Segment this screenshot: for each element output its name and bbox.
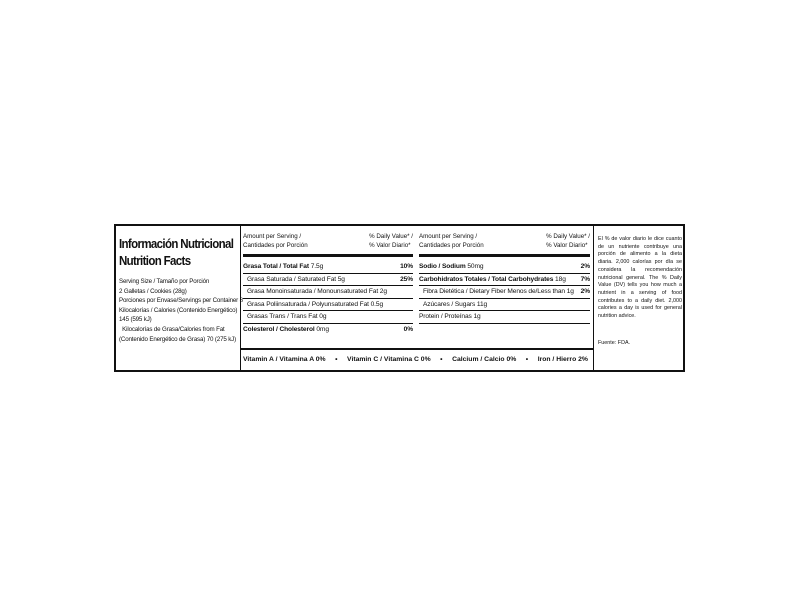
- right-rows: [419, 261, 590, 324]
- amount-header: Amount per Serving /: [243, 233, 302, 240]
- separator: •: [440, 356, 443, 363]
- title-english: Nutrition Facts: [119, 254, 191, 268]
- nutrient-row: Grasa Saturada / Saturated Fat 5g 25%: [243, 274, 413, 287]
- separator: •: [335, 356, 338, 363]
- nutrient-row: Grasa Total / Total Fat 7.5g 10%: [243, 261, 413, 274]
- label-title: [119, 236, 233, 270]
- title-column: [116, 226, 241, 370]
- left-rows: [243, 261, 413, 336]
- nutrient-row: Fibra Dietética / Dietary Fiber Menos de/Less than 1g 2%: [419, 286, 590, 299]
- servings-per-container: Porciones por Envase/Servings per Container 8: [119, 297, 243, 305]
- dv-header-es: % Valor Diario*: [546, 242, 588, 249]
- amount-header-es: Cantidades por Porción: [243, 242, 308, 249]
- title-spanish: Información Nutricional: [119, 237, 234, 251]
- dv-header: % Daily Value* /: [546, 233, 590, 240]
- dv-header-es: % Valor Diario*: [369, 242, 411, 249]
- footnote-column: [593, 226, 684, 370]
- calories-fat-label: Kilocalorías de Grasa/Calories from Fat: [119, 325, 225, 333]
- nutrient-row: Sodio / Sodium 50mg 2%: [419, 261, 590, 274]
- dv-header: % Daily Value* /: [369, 233, 413, 240]
- serving-amount: 2 Galletas / Cookies (28g): [119, 287, 187, 295]
- nutrient-row: Colesterol / Cholesterol 0mg 0%: [243, 325, 413, 333]
- amount-header-es: Cantidades por Porción: [419, 242, 484, 249]
- vitamin-row: [243, 354, 588, 365]
- left-header: [243, 232, 413, 257]
- right-header: [419, 232, 590, 257]
- calories-value: 145 (595 kJ): [119, 316, 152, 324]
- nutrient-row: Grasa Monoinsaturada / Monounsaturated Fat 2g: [243, 286, 413, 299]
- calories-fat-value: (Contenido Energético de Grasa) 70 (275 kJ): [119, 335, 237, 343]
- nutrient-row: Carbohidratos Totales / Total Carbohydrates 18g 7%: [419, 274, 590, 287]
- amount-header: Amount per Serving /: [419, 233, 478, 240]
- nutrient-row: Azúcares / Sugars 11g: [419, 299, 590, 312]
- nutrition-label: [114, 224, 685, 372]
- vitamin-c: Vitamin C / Vitamina C 0%: [347, 356, 431, 363]
- source: Fuente: FDA.: [598, 340, 631, 346]
- nutrient-row: Grasa Poliinsaturada / Polyunsaturated Fat 0.5g: [243, 299, 413, 312]
- calories-label: Kilocalorías / Calories (Contenido Energético): [119, 306, 238, 314]
- serving-size: Serving Size / Tamaño por Porción: [119, 278, 210, 285]
- vitamin-a: Vitamin A / Vitamina A 0%: [243, 356, 326, 363]
- iron: Iron / Hierro 2%: [537, 356, 588, 363]
- serving-info: [119, 277, 249, 344]
- nutrient-row: Grasas Trans / Trans Fat 0g: [243, 311, 413, 324]
- footnote: El % de valor diario le dice cuanto de un nutriente contribuye una porción de alimento a la dieta diaria. 2,000 calorías por día se considera la recomendación nutricional general. The % Daily Value (DV) tells you how much a nutrient in a serving of food contributes to a daily diet. 2,000 calories a day is used for general nutrition advice.: [598, 236, 682, 320]
- calcium: Calcium / Calcio 0%: [452, 356, 517, 363]
- separator: •: [525, 356, 529, 363]
- nutrient-row: Protein / Proteínas 1g: [419, 311, 590, 324]
- vitamin-divider: [240, 348, 593, 350]
